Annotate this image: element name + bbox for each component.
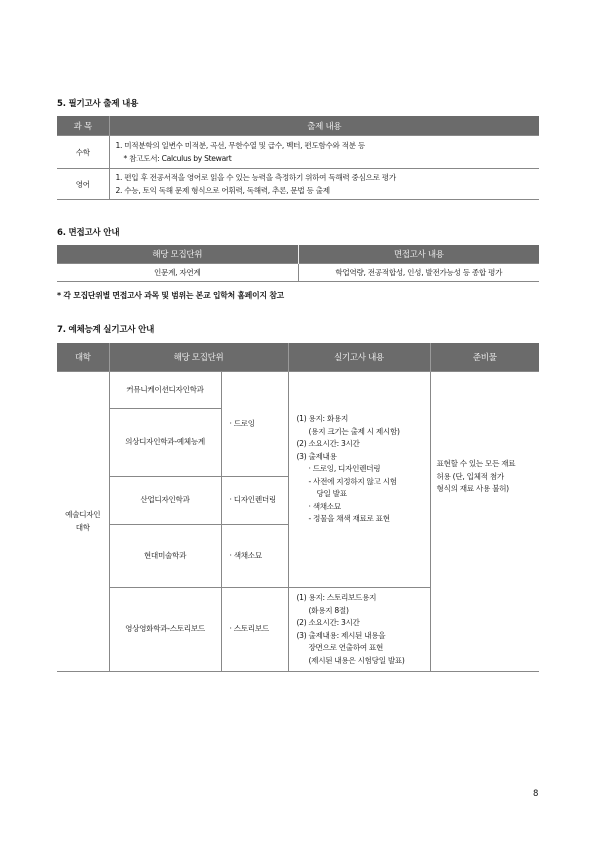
page-number: 8 (533, 789, 539, 799)
subject-cell: · 스토리보드 (221, 588, 288, 672)
subject-cell: 영어 (57, 169, 109, 200)
table-row (57, 169, 539, 200)
content-line: (1) 용지: 스토리보드용지 (296, 593, 377, 602)
preparation-line: 허용 (단, 입체적 첨가 (436, 471, 504, 481)
table-row (57, 136, 539, 169)
unit-cell: 인문계, 자연계 (57, 264, 298, 282)
subject-cell: 수학 (57, 136, 109, 169)
practical-exam-table (57, 343, 539, 672)
content-line: (1) 용지: 화용지 (296, 414, 349, 423)
table-header-row (57, 116, 539, 136)
preparation-cell (430, 372, 539, 672)
content-line: 장면으로 연출하여 표현 (308, 643, 384, 652)
column-header: 준비물 (430, 343, 539, 372)
column-header: 대학 (57, 343, 109, 372)
interview-note: * 각 모집단위별 면접고사 과목 및 범위는 본교 입학처 홈페이지 참고 (57, 291, 284, 300)
column-header: 해당 모집단위 (57, 245, 298, 264)
subject-label: · 드로잉 (229, 418, 255, 428)
table-header-row (57, 343, 539, 372)
department-cell: 의상디자인학과-예체능계 (109, 409, 221, 477)
column-header: 해당 모집단위 (109, 343, 288, 372)
content-line: (2) 소요시간: 3시간 (296, 618, 360, 627)
content-line: - 사전에 지정하지 않고 시험 (308, 476, 397, 486)
written-exam-table (57, 116, 539, 200)
content-cell (109, 136, 539, 169)
content-line: 당일 발표 (316, 489, 347, 498)
content-line: 2. 수능, 토익 독해 문제 형식으로 어휘력, 독해력, 추론, 문법 등 출제 (115, 186, 330, 195)
content-line: 1. 미적분학의 일변수 미적분, 곡선, 무한수열 및 급수, 벡터, 편도함수와 적분 등 (115, 141, 365, 150)
department-cell: 커뮤니케이션디자인학과 (109, 372, 221, 409)
subject-cell: · 색채소묘 (221, 525, 288, 588)
university-cell: 예술디자인 대학 (57, 372, 109, 672)
content-line: (3) 출제내용: 제시된 내용을 (296, 630, 386, 640)
content-line: (화용지 8절) (308, 605, 349, 615)
content-line: - 정물을 채색 재료로 표현 (308, 514, 390, 523)
column-header: 실기고사 내용 (288, 343, 430, 372)
department-cell: 현대미술학과 (109, 525, 221, 588)
content-line: (제시된 내용은 시험당일 발표) (308, 655, 405, 665)
content-line: (3) 출제내용 (296, 451, 337, 461)
content-line: · 색채소묘 (308, 501, 341, 511)
table-header-row (57, 245, 539, 264)
subject-cell (221, 372, 288, 477)
interview-table (57, 245, 539, 282)
content-line: 1. 편입 후 전공서적을 영어로 읽을 수 있는 능력을 측정하기 위하여 독해력 중심으로 평가 (115, 173, 396, 182)
section6-title: 6. 면접고사 안내 (57, 228, 120, 238)
table-row (57, 264, 539, 282)
content-cell (288, 372, 430, 588)
content-cell: 학업역량, 전공적합성, 인성, 발전가능성 등 종합 평가 (298, 264, 539, 282)
department-cell: 영상영화학과-스토리보드 (109, 588, 221, 672)
table-row (57, 372, 539, 409)
preparation-line: 형식의 재료 사용 불허) (436, 484, 509, 493)
content-line: · 드로잉, 디자인렌더링 (308, 464, 381, 473)
content-line: (2) 소요시간: 3시간 (296, 439, 360, 448)
section7-title: 7. 예체능계 실기고사 안내 (57, 325, 155, 335)
column-header: 면접고사 내용 (298, 245, 539, 264)
content-line: (용지 크기는 출제 시 제시함) (308, 426, 400, 436)
subject-cell: · 디자인렌더링 (221, 477, 288, 525)
column-header: 과 목 (57, 116, 109, 136)
reference-line: * 참고도서: Calculus by Stewart (123, 154, 232, 163)
content-cell (109, 169, 539, 200)
content-cell (288, 588, 430, 672)
department-cell: 산업디자인학과 (109, 477, 221, 525)
section5-title: 5. 필기고사 출제 내용 (57, 99, 139, 109)
preparation-line: 표현할 수 있는 모든 재료 (436, 459, 516, 468)
column-header: 출제 내용 (109, 116, 539, 136)
